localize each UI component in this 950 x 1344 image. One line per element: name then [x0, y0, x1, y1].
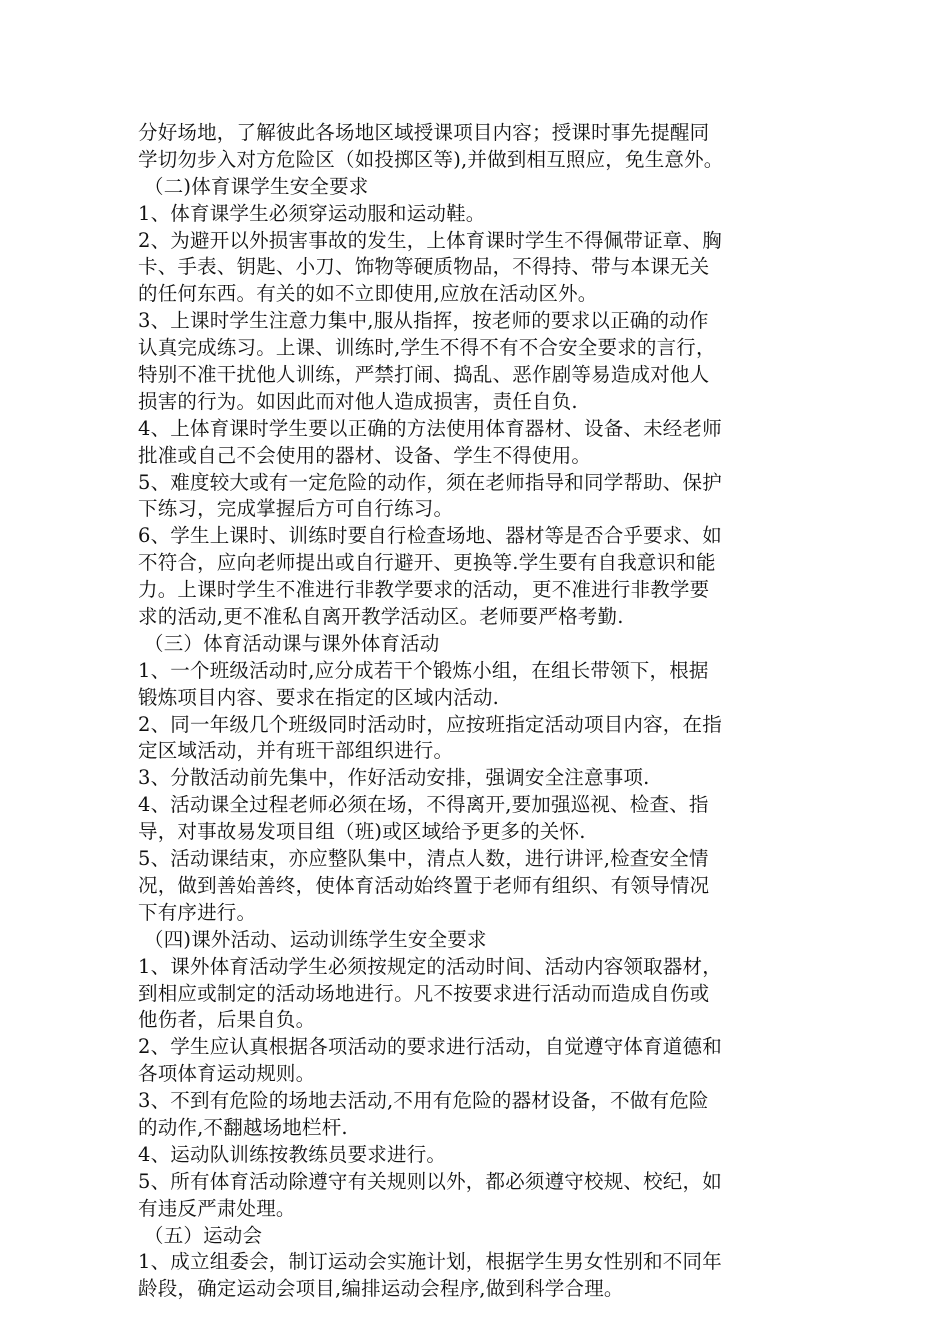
text-line: 下有序进行。 — [138, 900, 257, 924]
text-line: 力。上课时学生不准进行非教学要求的活动，更不准进行非教学要 — [138, 578, 710, 602]
text-line: 2、学生应认真根据各项活动的要求进行活动，自觉遵守体育道德和 — [138, 1035, 722, 1059]
text-line: 认真完成练习。上课、训练时,学生不得不有不合安全要求的言行， — [138, 336, 716, 360]
text-line: 6、学生上课时、训练时要自行检查场地、器材等是否合乎要求、如 — [138, 524, 722, 548]
text-line: 5、所有体育活动除遵守有关规则以外，都必须遵守校规、校纪，如 — [138, 1169, 722, 1193]
text-line: 有违反严肃处理。 — [138, 1196, 296, 1220]
text-line: 1、一个班级活动时,应分成若干个锻炼小组，在组长带领下，根据 — [138, 658, 709, 682]
text-line: 的动作,不翻越场地栏杆. — [138, 1115, 348, 1139]
text-line: 到相应或制定的活动场地进行。凡不按要求进行活动而造成自伤或 — [138, 981, 710, 1005]
text-line: 1、成立组委会，制订运动会实施计划，根据学生男女性别和不同年 — [138, 1250, 722, 1274]
text-line: 特别不准干扰他人训练，严禁打闹、捣乱、恶作剧等易造成对他人 — [138, 363, 710, 387]
text-line: 损害的行为。如因此而对他人造成损害，责任自负. — [138, 389, 578, 413]
text-line: 2、同一年级几个班级同时活动时，应按班指定活动项目内容，在指 — [138, 712, 722, 736]
text-line: 的任何东西。有关的如不立即使用,应放在活动区外。 — [138, 282, 598, 306]
text-line: 导，对事故易发项目组（班)或区域给予更多的关怀. — [138, 820, 586, 844]
text-line: 卡、手表、钥匙、小刀、饰物等硬质物品，不得持、带与本课无关 — [138, 255, 710, 279]
text-line: 况，做到善始善终，使体育活动始终置于老师有组织、有领导情况 — [138, 873, 710, 897]
text-line: 批准或自己不会使用的器材、设备、学生不得使用。 — [138, 443, 592, 467]
text-line: 1、体育课学生必须穿运动服和运动鞋。 — [138, 201, 486, 225]
text-line: 1、课外体育活动学生必须按规定的活动时间、活动内容领取器材， — [138, 954, 722, 978]
text-line: 5、难度较大或有一定危险的动作，须在老师指导和同学帮助、保护 — [138, 470, 722, 494]
text-line: 各项体育运动规则。 — [138, 1062, 316, 1086]
text-line: 龄段，确定运动会项目,编排运动会程序,做到科学合理。 — [138, 1277, 624, 1301]
text-line: 5、活动课结束，亦应整队集中，清点人数，进行讲评,检查安全情 — [138, 847, 709, 871]
text-line: 3、分散活动前先集中，作好活动安排，强调安全注意事项. — [138, 766, 650, 790]
text-line: 3、不到有危险的场地去活动,不用有危险的器材设备，不做有危险 — [138, 1089, 709, 1113]
section-heading: （三）体育活动课与课外体育活动 — [144, 631, 440, 655]
text-line: 锻炼项目内容、要求在指定的区域内活动. — [138, 685, 499, 709]
text-line: 2、为避开以外损害事故的发生，上体育课时学生不得佩带证章、胸 — [138, 228, 722, 252]
text-line: 4、活动课全过程老师必须在场，不得离开,要加强巡视、检查、指 — [138, 793, 709, 817]
text-line: 学切勿步入对方危险区（如投掷区等),并做到相互照应，免生意外。 — [138, 147, 724, 171]
document-body — [138, 120, 818, 1303]
section-heading: （五）运动会 — [144, 1223, 263, 1247]
text-line: 4、上体育课时学生要以正确的方法使用体育器材、设备、未经老师 — [138, 416, 722, 440]
section-heading: （四)课外活动、运动训练学生安全要求 — [144, 927, 487, 951]
text-line: 4、运动队训练按教练员要求进行。 — [138, 1142, 447, 1166]
text-line: 3、上课时学生注意力集中,服从指挥，按老师的要求以正确的动作 — [138, 309, 709, 333]
text-line: 求的活动,更不准私自离开教学活动区。老师要严格考勤. — [138, 605, 624, 629]
text-line: 不符合，应向老师提出或自行避开、更换等.学生要有自我意识和能 — [138, 551, 716, 575]
text-line: 分好场地，了解彼此各场地区域授课项目内容；授课时事先提醒同 — [138, 121, 710, 144]
text-line: 定区域活动，并有班干部组织进行。 — [138, 739, 454, 763]
text-line: 他伤者，后果自负。 — [138, 1008, 316, 1032]
text-line: 下练习，完成掌握后方可自行练习。 — [138, 497, 454, 521]
section-heading: （二)体育课学生安全要求 — [144, 174, 369, 198]
